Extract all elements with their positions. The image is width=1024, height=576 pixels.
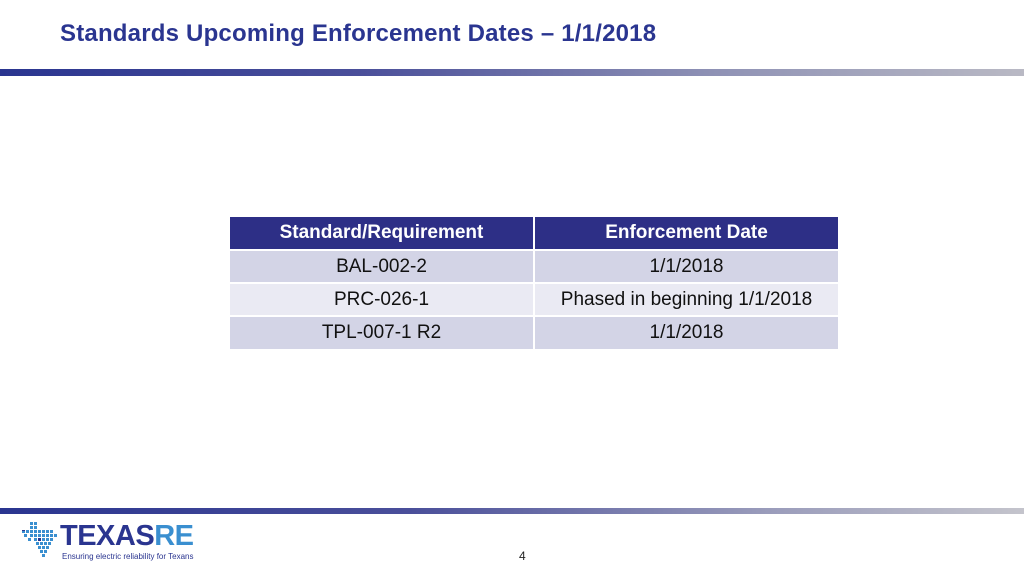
logo-wordmark: TEXASRE xyxy=(60,520,194,552)
texas-re-logo xyxy=(22,520,212,566)
footer-bar xyxy=(0,508,1024,514)
cell-standard: BAL-002-2 xyxy=(230,250,534,283)
table-row xyxy=(230,316,838,349)
cell-standard: PRC-026-1 xyxy=(230,283,534,316)
texas-map-grid-icon xyxy=(22,520,60,564)
table-header-row xyxy=(230,217,838,250)
table-row xyxy=(230,283,838,316)
header-enforcement-date: Enforcement Date xyxy=(534,217,838,250)
cell-enforcement-date: 1/1/2018 xyxy=(534,250,838,283)
title-underline-bar xyxy=(0,69,1024,76)
table-row xyxy=(230,250,838,283)
page-number: 4 xyxy=(519,549,526,563)
slide-title: Standards Upcoming Enforcement Dates – 1/1/2018 xyxy=(60,20,657,47)
cell-enforcement-date: 1/1/2018 xyxy=(534,316,838,349)
logo-tagline: Ensuring electric reliability for Texans xyxy=(62,552,194,561)
cell-standard: TPL-007-1 R2 xyxy=(230,316,534,349)
header-standard-requirement: Standard/Requirement xyxy=(230,217,534,250)
enforcement-dates-table xyxy=(230,217,838,349)
cell-enforcement-date: Phased in beginning 1/1/2018 xyxy=(534,283,838,316)
